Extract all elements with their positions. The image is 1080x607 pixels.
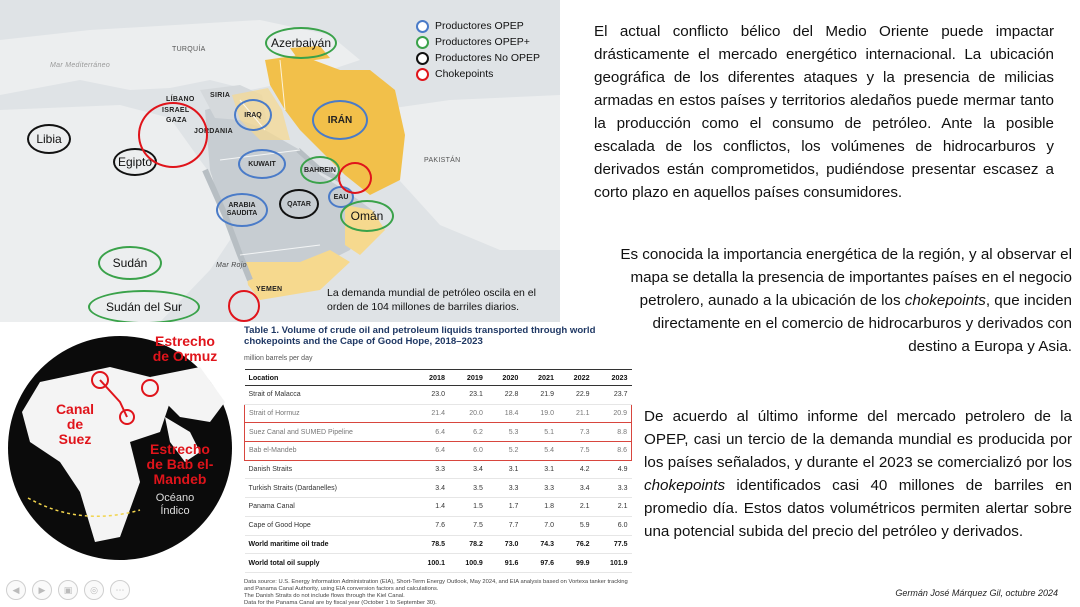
label-gaza: GAZA: [166, 117, 188, 124]
table-note: Data for the Panama Canal are by fiscal year (October 1 to September 30).: [244, 599, 437, 606]
previous-slide-icon[interactable]: ◀: [6, 580, 26, 600]
table-row: [245, 479, 632, 498]
table-unit: million barrels per day: [244, 355, 313, 362]
next-slide-icon[interactable]: ▶: [32, 580, 52, 600]
globe-label-oceano-indico: Océano Índico: [155, 492, 195, 517]
table-cell: 4.2: [558, 460, 594, 479]
table-row-label: World maritime oil trade: [245, 535, 412, 554]
table-cell: 21.1: [558, 404, 594, 423]
table-cell: 21.9: [522, 386, 558, 405]
paragraph-importance: Es conocida la importancia energética de la región, y al observar el mapa se detalla la presencia de importantes países en el negocio petrolero, aunado a la ubicación de los chokepoints, que inciden directamente en el comercio de hidrocarburos y derivados con destino a Europa y Asia.: [620, 246, 1072, 355]
table-cell: 91.6: [487, 554, 523, 573]
label-yemen: YEMEN: [256, 286, 283, 293]
legend-label: Productores OPEP+: [435, 36, 530, 48]
legend-circle-icon: [416, 36, 429, 49]
table-cell: 3.3: [522, 479, 558, 498]
table-cell: 3.5: [449, 479, 487, 498]
globe-label-bab-el-mandeb: Estrecho de Bab el-Mandeb: [146, 441, 214, 487]
map-legend: [416, 18, 540, 82]
ring-egipto: Egipto: [113, 148, 157, 176]
table-cell: 5.2: [487, 442, 523, 461]
table-cell: 77.5: [594, 535, 632, 554]
table-cell: 20.0: [449, 404, 487, 423]
table-row-label: Strait of Malacca: [245, 386, 412, 405]
table-cell: 100.9: [449, 554, 487, 573]
table-cell: 100.1: [411, 554, 449, 573]
ring-bahrein: BAHREIN: [300, 156, 340, 184]
table-row: [245, 386, 632, 405]
table-cell: 4.9: [594, 460, 632, 479]
table-cell: 18.4: [487, 404, 523, 423]
table-cell: 7.5: [558, 442, 594, 461]
chokepoint-volume-table: [244, 325, 634, 607]
ring-arabia-saudita: ARABIA SAUDITA: [216, 193, 268, 227]
table-cell: 6.0: [594, 516, 632, 535]
table-header-cell: 2018: [411, 370, 449, 386]
table-row-label: World total oil supply: [245, 554, 412, 573]
table-row-label: Suez Canal and SUMED Pipeline: [245, 423, 412, 442]
table-row: [245, 442, 632, 461]
table-row: [245, 516, 632, 535]
label-pakistan: PAKISTÁN: [424, 157, 461, 164]
table-cell: 97.6: [522, 554, 558, 573]
table-cell: 6.4: [411, 442, 449, 461]
table-row-label: Cape of Good Hope: [245, 516, 412, 535]
chokepoint-ormuz: [338, 162, 372, 194]
table-cell: 5.3: [487, 423, 523, 442]
ring-oman: Omán: [340, 200, 394, 232]
legend-label: Chokepoints: [435, 68, 494, 80]
table-header-cell: 2023: [594, 370, 632, 386]
legend-item: [416, 34, 540, 50]
author-credit: Germán José Márquez Gil, octubre 2024: [895, 588, 1058, 598]
globe-label-suez: Canal de Suez: [55, 401, 95, 447]
table-cell: 8.8: [594, 423, 632, 442]
label-israel: ISRAEL: [162, 107, 190, 114]
table-cell: 22.9: [558, 386, 594, 405]
table-cell: 2.1: [558, 498, 594, 517]
table-cell: 78.5: [411, 535, 449, 554]
legend-circle-icon: [416, 68, 429, 81]
label-siria: SIRIA: [210, 92, 231, 99]
table-cell: 5.9: [558, 516, 594, 535]
table-row: [245, 460, 632, 479]
more-options-icon[interactable]: ⋯: [110, 580, 130, 600]
table-cell: 7.0: [522, 516, 558, 535]
table-header-cell: 2021: [522, 370, 558, 386]
zoom-icon[interactable]: ◎: [84, 580, 104, 600]
table-row: [245, 554, 632, 573]
table-row-label: Danish Straits: [245, 460, 412, 479]
table-cell: 23.7: [594, 386, 632, 405]
ring-iran: IRÁN: [312, 100, 368, 140]
chokepoint-bab-el-mandeb: [228, 290, 260, 322]
middle-east-map: [0, 0, 560, 322]
table-row-label: Panama Canal: [245, 498, 412, 517]
ring-kuwait: KUWAIT: [238, 149, 286, 179]
table-cell: 3.3: [594, 479, 632, 498]
table-row: [245, 423, 632, 442]
ring-iraq: IRAQ: [234, 99, 272, 131]
table-cell: 2.1: [594, 498, 632, 517]
ring-eau: EAU: [328, 186, 354, 208]
paragraph-opep-report: De acuerdo al último informe del mercado petrolero de la OPEP, casi un tercio de la demanda mundial es producida por los países señalados, y durante el 2023 se comercializó por los chokepoints identificados casi 40 millones de barriles en promedio día. Estos datos volumétricos permiten alertar sobre una potencial subida del precio del petróleo y derivados.: [644, 408, 1072, 540]
chokepoint-suez: [138, 102, 208, 168]
globe-label-ormuz: Estrecho de Ormuz: [152, 333, 218, 364]
table-cell: 3.3: [487, 479, 523, 498]
table-cell: 76.2: [558, 535, 594, 554]
legend-label: Productores No OPEP: [435, 52, 541, 64]
legend-label: Productores OPEP: [435, 20, 524, 32]
table-cell: 6.4: [411, 423, 449, 442]
table-cell: 1.7: [487, 498, 523, 517]
table-header-cell: 2019: [449, 370, 487, 386]
label-mar-rojo: Mar Rojo: [216, 262, 247, 269]
table-row-label: Bab el-Mandeb: [245, 442, 412, 461]
table-cell: 1.5: [449, 498, 487, 517]
label-mar-mediterraneo: Mar Mediterráneo: [50, 62, 111, 69]
data-table: [244, 369, 632, 573]
table-cell: 20.9: [594, 404, 632, 423]
table-cell: 7.3: [558, 423, 594, 442]
table-cell: 78.2: [449, 535, 487, 554]
label-jordania: JORDANIA: [194, 128, 233, 135]
globe-chokepoints: [0, 322, 240, 572]
table-header-cell: Location: [245, 370, 412, 386]
table-row-label: Strait of Hormuz: [245, 404, 412, 423]
legend-circle-icon: [416, 52, 429, 65]
table-cell: 1.4: [411, 498, 449, 517]
table-header-cell: 2022: [558, 370, 594, 386]
legend-item: [416, 18, 540, 34]
label-turquia: TURQUÍA: [172, 46, 206, 53]
table-note: The Danish Straits do not include flows through the Kiel Canal.: [244, 592, 405, 599]
legend-item: [416, 66, 540, 82]
table-cell: 23.1: [449, 386, 487, 405]
ring-libia: Libia: [27, 124, 71, 154]
table-cell: 6.2: [449, 423, 487, 442]
slides-view-icon[interactable]: ▣: [58, 580, 78, 600]
table-cell: 7.5: [449, 516, 487, 535]
table-row-label: Turkish Straits (Dardanelles): [245, 479, 412, 498]
table-notes: [244, 579, 634, 607]
table-cell: 6.0: [449, 442, 487, 461]
table-cell: 23.0: [411, 386, 449, 405]
ring-azerbaiyan: Azerbaiyán: [265, 27, 337, 59]
table-cell: 101.9: [594, 554, 632, 573]
legend-circle-icon: [416, 20, 429, 33]
slide-controls: [6, 580, 130, 600]
table-cell: 3.1: [487, 460, 523, 479]
table-row: [245, 404, 632, 423]
table-cell: 3.3: [411, 460, 449, 479]
table-cell: 99.9: [558, 554, 594, 573]
table-cell: 74.3: [522, 535, 558, 554]
table-cell: 8.6: [594, 442, 632, 461]
table-header-cell: 2020: [487, 370, 523, 386]
table-cell: 3.4: [449, 460, 487, 479]
table-cell: 3.4: [411, 479, 449, 498]
table-header-row: [245, 370, 632, 386]
legend-item: [416, 50, 540, 66]
table-cell: 3.1: [522, 460, 558, 479]
map-demand-note: La demanda mundial de petróleo oscila en el orden de 104 millones de barriles diarios.: [327, 287, 536, 313]
table-title: Table 1. Volume of crude oil and petroleum liquids transported through world chokepoints and the Cape of Good Hope, 2018–2023: [244, 325, 596, 347]
table-cell: 73.0: [487, 535, 523, 554]
paragraph-conflict: El actual conflicto bélico del Medio Oriente puede impactar drásticamente el mercado energético internacional. La ubicación geográfica de los diferentes ataques y la presencia de milicias armadas en estos países y territorios aledaños puede mermar tanto la producción como el consumo de petróleo. Ante la posible escalada de los conflictos, los volúmenes de hidrocarburos y derivados están comprometidos, pudiéndose presentar escasez a corto plazo en aquellos países consumidores.: [594, 23, 1054, 201]
table-note: Data source: U.S. Energy Information Administration (EIA), Short-Term Energy Outlook, May 2024, and EIA analysis based on Vortexa tanker tracking and Panama Canal Authority, using EIA conversion factors and calculations.: [244, 578, 628, 592]
table-cell: 22.8: [487, 386, 523, 405]
table-cell: 5.1: [522, 423, 558, 442]
ring-qatar: QATAR: [279, 189, 319, 219]
table-row: [245, 498, 632, 517]
table-cell: 21.4: [411, 404, 449, 423]
ring-sudan: Sudán: [98, 246, 162, 280]
label-libano: LÍBANO: [166, 96, 195, 103]
table-row: [245, 535, 632, 554]
table-cell: 5.4: [522, 442, 558, 461]
table-cell: 3.4: [558, 479, 594, 498]
table-cell: 19.0: [522, 404, 558, 423]
table-cell: 7.7: [487, 516, 523, 535]
ring-sudan-del-sur: Sudán del Sur: [88, 290, 200, 322]
table-cell: 7.6: [411, 516, 449, 535]
table-cell: 1.8: [522, 498, 558, 517]
